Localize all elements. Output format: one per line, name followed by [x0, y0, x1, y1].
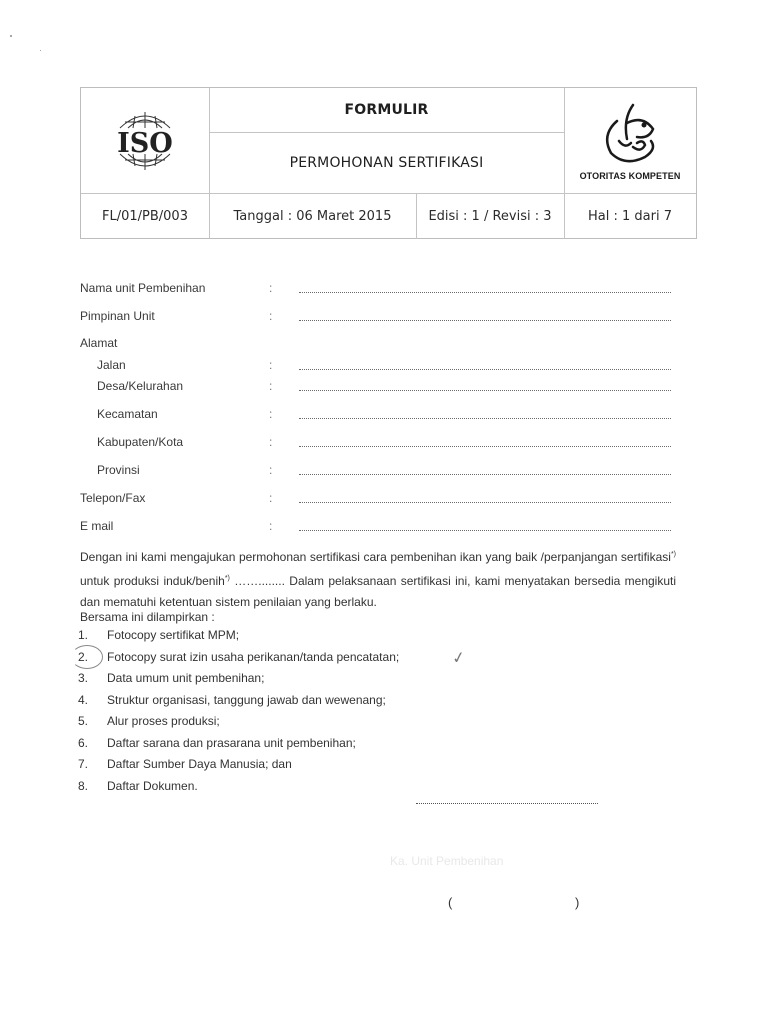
document-page: Hal : 1 dari 7 [588, 208, 672, 224]
check-mark-icon: ✓ [450, 648, 467, 668]
field-colon: : [269, 379, 273, 393]
list-number: 3. [78, 671, 89, 685]
place-date-line[interactable] [416, 803, 598, 804]
svg-text:ISO: ISO [117, 127, 173, 159]
signatory-title: Ka. Unit Pembenihan [390, 854, 504, 868]
list-number: 6. [78, 735, 89, 750]
field-input-line[interactable] [299, 320, 671, 321]
list-text: Data umum unit pembenihan; [107, 671, 265, 685]
list-number: 5. [78, 714, 89, 728]
list-text: Fotocopy surat izin usaha perikanan/tanda pencatatan; [107, 649, 400, 664]
otoritas-kompeten-logo [564, 88, 696, 193]
field-label: Kabupaten/Kota [97, 435, 184, 449]
field-colon: : [269, 358, 273, 372]
field-colon: : [269, 281, 273, 295]
application-statement [80, 544, 676, 613]
field-input-line[interactable] [299, 502, 671, 503]
form-title: FORMULIR [344, 102, 429, 118]
field-colon: : [269, 463, 273, 477]
field-colon: : [269, 435, 273, 449]
list-text: Fotocopy sertifikat MPM; [107, 628, 240, 642]
signature-name-field[interactable] [458, 893, 572, 911]
field-input-line[interactable] [299, 292, 671, 293]
iso-logo [81, 88, 209, 193]
field-label: Nama unit Pembenihan [80, 281, 206, 295]
field-input-line[interactable] [299, 446, 671, 447]
document-edition: Edisi : 1 / Revisi : 3 [428, 208, 552, 224]
field-provinsi [0, 463, 768, 481]
document-date: Tanggal : 06 Maret 2015 [233, 208, 392, 224]
field-colon: : [269, 309, 273, 323]
list-text: Alur proses produksi; [107, 714, 220, 728]
list-text: Struktur organisasi, tanggung jawab dan wewenang; [107, 692, 386, 707]
field-kabupaten-kota [0, 435, 768, 453]
field-label: Desa/Kelurahan [97, 379, 184, 393]
field-label: E mail [80, 519, 114, 533]
field-alamat-heading [0, 336, 768, 354]
field-input-line[interactable] [299, 369, 671, 370]
field-jalan [0, 358, 768, 376]
field-label: Telepon/Fax [80, 491, 146, 505]
field-label: Alamat [80, 336, 118, 350]
footnote-marker: *) [224, 575, 230, 582]
field-pimpinan-unit [0, 309, 768, 327]
statement-part-3: ……........ Dalam pelaksanaan sertifikasi ini, kami menyatakan bersedia mengikuti dan mematuhi ketentuan sistem penilaian yang berlaku. [80, 574, 677, 609]
list-number: 8. [78, 778, 89, 793]
list-number: 4. [78, 692, 89, 707]
list-number: 1. [78, 628, 89, 642]
field-kecamatan [0, 407, 768, 425]
list-text: Daftar sarana dan prasarana unit pembenihan; [107, 735, 356, 750]
field-telepon-fax [0, 491, 768, 509]
list-text: Daftar Sumber Daya Manusia; dan [107, 757, 292, 771]
iso-globe-icon [100, 106, 190, 176]
field-input-line[interactable] [299, 390, 671, 391]
field-colon: : [269, 407, 273, 421]
field-input-line[interactable] [299, 530, 671, 531]
signature-name-close-paren: ) [575, 895, 580, 910]
document-header-table [80, 87, 697, 239]
scan-speck [10, 35, 12, 37]
field-input-line[interactable] [299, 418, 671, 419]
signature-name-open-paren: ( [448, 895, 453, 910]
field-colon: : [269, 519, 273, 533]
field-nama-unit [0, 281, 768, 299]
fish-emblem-icon [595, 101, 665, 169]
field-email [0, 519, 768, 537]
field-desa-kelurahan [0, 379, 768, 397]
field-label: Provinsi [97, 463, 140, 477]
statement-part-1: Dengan ini kami mengajukan permohonan sertifikasi cara pembenihan ikan yang baik /perpanjangan sertifikasi [80, 550, 671, 564]
field-label: Pimpinan Unit [80, 309, 155, 323]
field-label: Kecamatan [97, 407, 158, 421]
form-subtitle: PERMOHONAN SERTIFIKASI [289, 154, 484, 171]
otoritas-kompeten-label: OTORITAS KOMPETEN [579, 170, 681, 181]
field-colon: : [269, 491, 273, 505]
document-code: FL/01/PB/003 [102, 208, 188, 224]
field-input-line[interactable] [299, 474, 671, 475]
list-number: 7. [78, 757, 89, 771]
field-label: Jalan [97, 358, 126, 372]
list-text: Daftar Dokumen. [107, 778, 198, 793]
scan-speck [40, 50, 41, 51]
list-number: 2. [78, 649, 89, 664]
attachments-intro: Bersama ini dilampirkan : [80, 610, 215, 624]
statement-part-2: untuk produksi induk/benih [80, 574, 225, 588]
footnote-marker: *) [670, 551, 676, 558]
